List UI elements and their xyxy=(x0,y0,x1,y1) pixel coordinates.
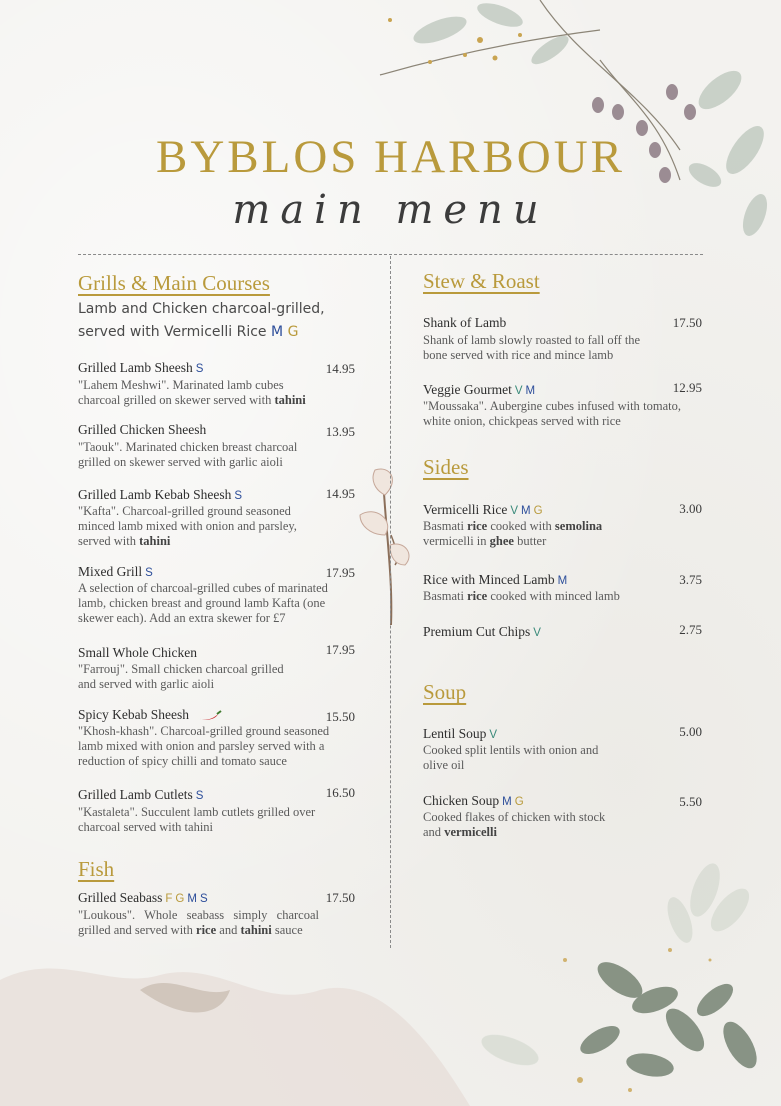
menu-item-price: 14.95 xyxy=(325,486,355,501)
grills-intro xyxy=(78,298,363,344)
diet-tag-v: V xyxy=(489,729,498,741)
diet-tag-s: S xyxy=(234,490,243,502)
section-title-soup: Soup xyxy=(423,680,467,704)
diet-tag-m: M xyxy=(502,796,512,808)
menu-item-description xyxy=(78,378,328,408)
menu-item-price: 17.50 xyxy=(325,890,355,905)
desc-text: cooked with xyxy=(490,519,552,533)
diet-tag-m: M xyxy=(521,505,531,517)
menu-item-price: 14.95 xyxy=(325,361,355,376)
menu-item-description: "Kastaleta". Succulent lamb cutlets grilled over charcoal served with tahini xyxy=(78,805,316,834)
menu-item-description: "Moussaka". Aubergine cubes infused with tomato, white onion, chickpeas served with rice xyxy=(423,399,681,428)
section-title-fish: Fish xyxy=(78,857,115,881)
desc-text: "Lahem Meshwi". Marinated lamb cubes charcoal grilled on skewer served with xyxy=(78,378,284,407)
menu-item-description: A selection of charcoal-grilled cubes of marinated lamb, chicken breast and ground lamb Kafta (one skewer each). Add an extra skewer for £7 xyxy=(78,581,328,625)
chilli-icon xyxy=(196,710,222,722)
diet-tag-g: G xyxy=(533,505,543,517)
desc-text: and xyxy=(219,923,238,937)
menu-item-price: 2.75 xyxy=(679,622,702,637)
desc-text: "Loukous". Whole seabass simply charcoal grilled and served with xyxy=(78,908,319,937)
diet-tag-m: M xyxy=(557,575,568,587)
desc-bold: vermicelli xyxy=(444,825,497,839)
item-name-text: Premium Cut Chips xyxy=(423,624,531,639)
desc-bold: ghee xyxy=(489,534,514,548)
diet-tag-g: G xyxy=(514,796,524,808)
section-title-grills: Grills & Main Courses xyxy=(78,271,270,295)
desc-bold: semolina xyxy=(554,519,603,533)
menu-item-description: "Khosh-khash". Charcoal-grilled ground seasoned lamb mixed with onion and parsley served with a reduction of spicy chilli and tomato sauce xyxy=(78,724,330,768)
diet-tag-v: V xyxy=(510,505,519,517)
desc-text: Basmati xyxy=(423,589,464,603)
desc-bold: rice xyxy=(196,923,217,937)
menu-item-name xyxy=(423,382,538,398)
menu-item-name xyxy=(78,487,242,503)
menu-item-name xyxy=(423,572,567,588)
menu-item-name xyxy=(423,624,541,640)
menu-item-name: Grilled Chicken Sheesh xyxy=(78,422,207,437)
diet-tag-v: V xyxy=(533,627,541,639)
desc-bold: tahini xyxy=(240,923,272,937)
menu-item-price: 3.75 xyxy=(679,572,702,587)
watercolor-wash-decoration xyxy=(0,930,470,1106)
diet-tag-m: M xyxy=(271,324,284,340)
menu-item-name: Shank of Lamb xyxy=(423,315,507,330)
menu-item-description: "Taouk". Marinated chicken breast charcoal grilled on skewer served with garlic aioli xyxy=(78,440,298,469)
menu-item-name xyxy=(78,360,203,376)
desc-text: sauce xyxy=(274,923,303,937)
desc-text: Basmati xyxy=(423,519,464,533)
menu-item-price: 5.50 xyxy=(679,794,702,809)
item-name-text: Lentil Soup xyxy=(423,726,487,741)
item-name-text: Vermicelli Rice xyxy=(423,502,508,517)
foliage-bottom-right-decoration xyxy=(470,850,781,1106)
menu-item-description xyxy=(78,908,319,938)
item-name-text: Grilled Lamb Kebab Sheesh xyxy=(78,487,232,502)
diet-tag-v: V xyxy=(514,385,523,397)
menu-item-description: Cooked split lentils with onion and olive oil xyxy=(423,743,599,772)
diet-tag-s: S xyxy=(195,363,204,375)
flower-illustration xyxy=(355,465,420,630)
menu-item-description: Shank of lamb slowly roasted to fall off the bone served with rice and mince lamb xyxy=(423,333,641,362)
menu-item-name xyxy=(78,707,222,723)
menu-item-name xyxy=(78,564,153,580)
menu-item-price: 17.50 xyxy=(672,315,702,330)
diet-tag-g: G xyxy=(175,893,185,905)
desc-text: "Kafta". Charcoal-grilled ground seasoned minced lamb mixed with onion and parsley, served with xyxy=(78,504,297,548)
diet-tag-f: F xyxy=(165,893,173,905)
desc-bold: rice xyxy=(467,589,488,603)
menu-item-price: 5.00 xyxy=(679,724,702,739)
menu-item-name xyxy=(423,793,527,809)
menu-item-price: 12.95 xyxy=(672,380,702,395)
menu-item-name: Small Whole Chicken xyxy=(78,645,197,660)
item-name-text: Mixed Grill xyxy=(78,564,143,579)
desc-text: butter xyxy=(517,534,547,548)
restaurant-title: BYBLOS HARBOUR xyxy=(156,131,625,183)
menu-item-description xyxy=(423,519,653,549)
menu-item-price: 15.50 xyxy=(325,709,355,724)
menu-item-name xyxy=(78,890,211,906)
grills-intro-text: Lamb and Chicken charcoal-grilled, served with Vermicelli Rice xyxy=(78,301,325,340)
menu-item-price: 3.00 xyxy=(679,501,702,516)
divider-horizontal xyxy=(78,254,703,255)
desc-bold: rice xyxy=(467,519,488,533)
diet-tag-s: S xyxy=(195,790,204,802)
desc-bold: tahini xyxy=(274,393,306,407)
menu-item-description xyxy=(423,810,623,840)
divider-vertical xyxy=(390,256,391,948)
menu-item-name xyxy=(78,787,203,803)
item-name-text: Grilled Lamb Cutlets xyxy=(78,787,193,802)
menu-subtitle: main menu xyxy=(232,187,549,233)
menu-item-name xyxy=(423,502,546,518)
menu-item-description xyxy=(423,589,663,604)
menu-item-name xyxy=(423,726,497,742)
diet-tag-m: M xyxy=(187,893,197,905)
desc-text: vermicelli in xyxy=(423,534,487,548)
item-name-text: Rice with Minced Lamb xyxy=(423,572,555,587)
menu-item-description xyxy=(78,504,318,549)
menu-item-price: 13.95 xyxy=(325,424,355,439)
desc-bold: tahini xyxy=(139,534,171,548)
menu-item-price: 16.50 xyxy=(325,785,355,800)
item-name-text: Grilled Lamb Sheesh xyxy=(78,360,193,375)
item-name-text: Veggie Gourmet xyxy=(423,382,512,397)
section-title-stew: Stew & Roast xyxy=(423,269,540,293)
diet-tag-s: S xyxy=(199,893,208,905)
menu-item-price: 17.95 xyxy=(325,642,355,657)
diet-tag-s: S xyxy=(145,567,153,579)
section-title-sides: Sides xyxy=(423,455,469,479)
item-name-text: Grilled Seabass xyxy=(78,890,163,905)
desc-text: cooked with minced lamb xyxy=(490,589,620,603)
desc-text: Cooked flakes of chicken with stock and xyxy=(423,810,606,839)
menu-item-price: 17.95 xyxy=(325,565,355,580)
diet-tag-m: M xyxy=(525,385,536,397)
menu-item-description: "Farrouj". Small chicken charcoal grilled and served with garlic aioli xyxy=(78,662,284,691)
item-name-text: Spicy Kebab Sheesh xyxy=(78,707,189,722)
item-name-text: Chicken Soup xyxy=(423,793,500,808)
diet-tag-g: G xyxy=(287,324,299,340)
